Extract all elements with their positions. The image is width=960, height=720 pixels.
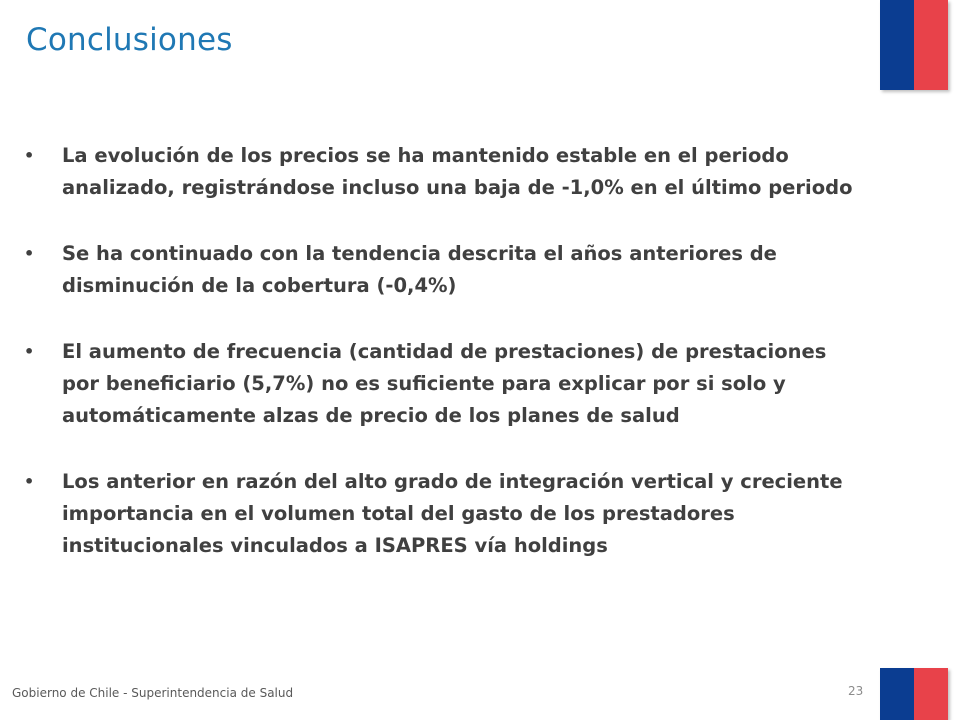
bullet-item xyxy=(24,466,864,562)
flag-blue-stripe xyxy=(880,0,914,90)
flag-blue-stripe xyxy=(880,668,914,720)
bullet-item xyxy=(24,140,864,204)
page-number: 23 xyxy=(848,684,864,698)
bullet-icon: • xyxy=(24,146,35,165)
flag-red-stripe xyxy=(914,0,948,90)
bullet-text: Se ha continuado con la tendencia descrita el años anteriores de disminución de la cobertura (-0,4%) xyxy=(62,242,777,297)
bullet-icon: • xyxy=(24,244,35,263)
chile-flag-logo-top xyxy=(880,0,948,90)
bullet-item xyxy=(24,336,864,432)
chile-flag-logo-bottom xyxy=(880,668,948,720)
flag-red-stripe xyxy=(914,668,948,720)
bullet-list xyxy=(24,140,864,596)
bullet-icon: • xyxy=(24,342,35,361)
bullet-icon: • xyxy=(24,472,35,491)
slide-title: Conclusiones xyxy=(26,22,233,58)
footer-text: Gobierno de Chile - Superintendencia de Salud xyxy=(12,686,294,700)
bullet-text: La evolución de los precios se ha mantenido estable en el periodo analizado, registrándose incluso una baja de -1,0% en el último periodo xyxy=(62,144,853,199)
bullet-text: El aumento de frecuencia (cantidad de prestaciones) de prestaciones por beneficiario (5,7%) no es suficiente para explicar por si solo y automáticamente alzas de precio de los planes de salud xyxy=(62,340,827,427)
bullet-item xyxy=(24,238,864,302)
bullet-text: Los anterior en razón del alto grado de integración vertical y creciente importancia en el volumen total del gasto de los prestadores institucionales vinculados a ISAPRES vía holdings xyxy=(62,470,843,557)
